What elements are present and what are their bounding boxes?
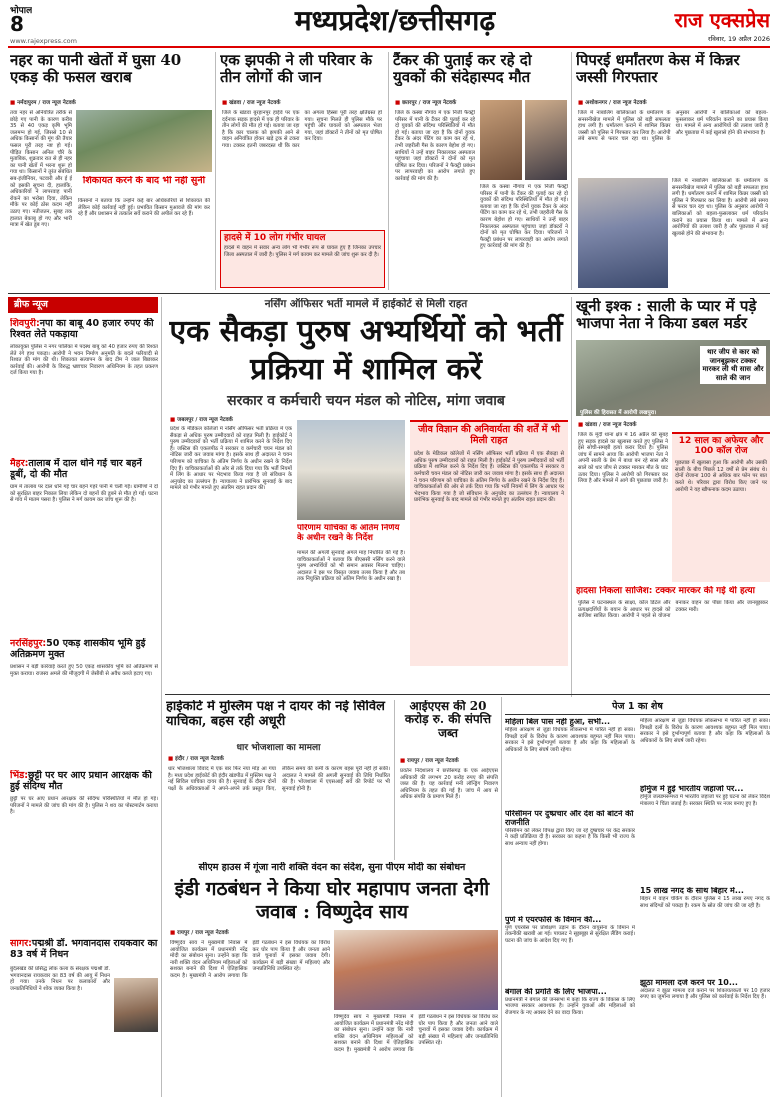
brief-4-body: छुट्टी पर घर आए प्रधान आरक्षक की संदिग्ध परिस्थितियों में मौत हो गई। परिजनों ने मामले की जांच की मांग की है। पुलिस ने शव का पोस्टमार्टम कराया है। <box>10 796 158 816</box>
story-1-headline: नहर का पानी खेतों में घुसा 40 एकड़ की फसल खराब <box>10 52 182 86</box>
brief-3-headline: नरसिंहपुर:50 एकड़ शासकीय भूमि हुई अतिक्रमण मुक्त <box>10 638 146 660</box>
page1-item-6-head: 15 लाख नगद के साथ बिहार में... <box>640 886 744 895</box>
brief-1-body: लोकायुक्त पुलिस ने नगर पालिका में पदस्थ बाबू को 40 हजार रुपए की रिश्वत लेते रंगे हाथ पकड़ा। आरोपी ने भवन निर्माण अनुमति के बदले फरियादी से रिश्वत की मांग की थी। शिकायत सत्यापन के बाद टीम ने जाल बिछाकर कार्रवाई की। आरोपी के विरुद्ध भ्रष्टाचार निवारण अधिनियम के तहत प्रकरण दर्ज किया गया है। <box>10 344 158 377</box>
story-1-callout-body: किसानों ने बताया कि उन्होंने कई बार अधिकारियों से शिकायत की लेकिन कोई कार्रवाई नहीं हुई। प्रभावित किसान मुआवजे की मांग कर रहे हैं और प्रशासन से तत्काल सर्वे कराने की अपील कर रहे हैं। <box>78 198 210 218</box>
page1-cont-body: महिला आरक्षण से जुड़ा विधेयक लोकसभा में पारित नहीं हो सका। विपक्षी दलों के विरोध के कारण आवश्यक बहुमत नहीं मिल पाया। सरकार ने इसे दुर्भाग्यपूर्ण बताया है और कहा कि महिलाओं के अधिकारों के लिए संघर्ष जारी रहेगा। <box>640 718 770 744</box>
pin-icon: ■ <box>222 100 230 106</box>
brief-2-headline: मैहर:तालाब में दाल धोने गई चार बहनें डूबीं, दो की मौत <box>10 458 142 480</box>
pin-icon: ■ <box>395 100 403 106</box>
page1-item-4-body: प्रधानमंत्री ने बंगाल की जनसभा में कहा कि राज्य के विकास के लिए भाजपा सरकार आवश्यक है। उन्होंने युवाओं और महिलाओं को रोजगार के नए अवसर देने का वादा किया। <box>505 996 635 1016</box>
issue-date: रविवार, 19 अप्रैल 2026 <box>707 35 770 43</box>
page1-item-7-head: झूठा मामला दर्ज करने पर 10... <box>640 978 738 987</box>
murder-box <box>672 432 770 582</box>
page1-item-3-head: पुणे में एयरफोर्स के विमान की... <box>505 915 602 924</box>
page1-item-1-body: महिला आरक्षण से जुड़ा विधेयक लोकसभा में पारित नहीं हो सका। विपक्षी दलों के विरोध के कारण आवश्यक बहुमत नहीं मिल पाया। सरकार ने इसे दुर्भाग्यपूर्ण बताया है और कहा कि महिलाओं के अधिकारों के लिए संघर्ष जारी रहेगा। <box>505 726 635 753</box>
pin-icon: ■ <box>578 100 586 106</box>
brief-5-body: बुंदेलखंड की प्रसिद्ध लोक कला के संरक्षक पद्मश्री डॉ. भगवानदास रायकवार का 83 वर्ष की आयु में निधन हो गया। उनके निधन पर कलाकारों और जनप्रतिनिधियों ने शोक व्यक्त किया है। <box>10 966 110 992</box>
story-2-body: जिले के खंडवा बुरहानपुर हाईवे पर एक दर्दनाक सड़क हादसे में एक ही परिवार के तीन लोगों की मौत हो गई। बताया जा रहा है कि कार चालक को झपकी आने से वाहन अनियंत्रित होकर खड़े ट्रक से टकरा गया। टक्कर इतनी जबरदस्त थी कि कार का अगला हिस्सा पूरी तरह क्षतिग्रस्त हो गया। सूचना मिलते ही पुलिस मौके पर पहुंची और घायलों को अस्पताल भेजा गया, जहां डॉक्टरों ने तीनों को मृत घोषित कर दिया। <box>222 110 382 149</box>
murder-photo-caption: पुलिस की हिरासत में आरोपी लखपुरा। <box>580 410 657 416</box>
ias-body: प्रवर्तन निदेशालय ने छत्तीसगढ़ के एक आईएएस अधिकारी की लगभग 20 करोड़ रुपए की संपत्ति जब्त की है। यह कार्रवाई मनी लॉन्ड्रिंग निवारण अधिनियम के तहत की गई है। जांच में आय से अधिक संपत्ति के प्रमाण मिले हैं। <box>400 768 498 801</box>
story-4-photo <box>578 178 668 288</box>
pin-icon: ■ <box>578 422 586 428</box>
page1-item-3-body: पुणे एयरबेस पर प्रशिक्षण उड़ान के दौरान वायुसेना के विमान में तकनीकी खराबी आ गई। पायलट ने सूझबूझ से सुरक्षित लैंडिंग कराई। घटना की जांच के आदेश दिए गए हैं। <box>505 924 635 944</box>
page1-col-right <box>640 718 770 1098</box>
story-1-callout: शिकायत करने के बाद भी नहीं सुनी <box>82 176 206 186</box>
lead-photo-caption: परिणाम याचिका के अंतिम निर्णय के अधीन रखने के निर्देश <box>297 524 400 543</box>
pin-icon: ■ <box>400 758 408 764</box>
ias-headline: आईएएस की 20 करोड़ रु. की संपत्ति जब्त <box>404 700 492 740</box>
story-4-headline: पिपरई धर्मांतरण केस में किन्नर जस्सी गिरफ्तार <box>576 52 740 86</box>
murder-box-body: पूछताछ में खुलासा हुआ कि आरोपी और उसकी साली के बीच पिछले 12 वर्षों से प्रेम संबंध थे। दोनों रोजाना 100 से अधिक बार फोन पर बात करते थे। परिवार द्वारा विरोध किए जाने पर आरोपी ने यह खौफनाक कदम उठाया। <box>675 460 767 493</box>
story-2-headline: एक झपकी ने ली परिवार के तीन लोगों की जान <box>220 52 372 86</box>
section-rule <box>8 293 770 294</box>
cm-body: विष्णुदेव साय ने मुख्यमंत्री निवास में आयोजित कार्यक्रम में प्रधानमंत्री नरेंद्र मोदी का संबोधन सुना। उन्होंने कहा कि नारी शक्ति वंदन अधिनियम महिलाओं को सशक्त बनाने की दिशा में ऐतिहासिक कदम है। मुख्यमंत्री ने आरोप लगाया कि इंडी गठबंधन ने इस विधेयक का विरोध कर घोर पाप किया है और जनता आने वाले चुनावों में इसका जवाब देगी। कार्यक्रम में बड़ी संख्या में महिलाएं और जनप्रतिनिधि उपस्थित रहे। <box>170 940 330 979</box>
page1-item-7-body: अदालत ने झूठा मामला दर्ज कराने पर शिकायतकर्ता पर 10 हजार रुपए का जुर्माना लगाया है और पुलिस को कार्रवाई के निर्देश दिए हैं। <box>640 987 770 1001</box>
story-1-byline: ■ नर्मदापुरम / राज न्यूज नेटवर्क <box>10 100 76 106</box>
murder-overlay: थार जीप से कार को जानबूझकर टक्कर मारकर ली थी सास और साले की जान <box>700 346 766 384</box>
lead-side-box <box>410 420 568 666</box>
pin-icon: ■ <box>170 930 178 936</box>
murder-byline: ■ खंडवा / राज न्यूज नेटवर्क <box>578 422 637 428</box>
page1-item-2-body: परिसीमन को लेकर विपक्ष द्वारा किए जा रहे दुष्प्रचार पर केंद्र सरकार ने कड़ी प्रतिक्रिया दी है। सरकार का कहना है कि किसी भी राज्य के साथ अन्याय नहीं होगा। <box>505 827 635 848</box>
story-2-box <box>220 230 385 288</box>
brief-5-headline: सागर:पद्मश्री डॉ. भगवानदास रायकवार का 83 वर्ष में निधन <box>10 938 158 960</box>
page1-item-6-body: बिहार में वाहन चेकिंग के दौरान पुलिस ने 15 लाख रुपए नगद के साथ संदिग्धों को पकड़ा है। रकम के स्रोत की जांच की जा रही है। <box>640 895 770 909</box>
murder-box-title: 12 साल का अफेयर और 100 कॉल रोज <box>678 436 764 457</box>
story-2-byline: ■ खंडवा / राज न्यूज नेटवर्क <box>222 100 281 106</box>
story-3-byline: ■ छतरपुर / राज न्यूज नेटवर्क <box>395 100 457 106</box>
site-url: www.rajexpress.com <box>10 37 77 45</box>
obituary-photo <box>114 978 158 1032</box>
accident-headline: हादसा निकला साजिश: टक्कर मारकर की गई थी हत्या <box>576 586 755 596</box>
hc-byline: ■ इंदौर / राज न्यूज नेटवर्क <box>168 756 224 762</box>
story-3-headline: टैंकर की पुताई कर रहे दो युवकों की संदेहास्पद मौत <box>393 52 532 86</box>
cm-headline: इंडी गठबंधन ने किया घोर महापाप जनता देगी जवाब : विष्णुदेव साय <box>174 878 490 923</box>
city-label: भोपाल <box>10 6 33 16</box>
page1-col-left <box>505 718 635 1098</box>
cm-kicker: सीएम हाउस में गूंजा नारी शक्ति वंदन का संदेश, सुना पीएम मोदी का संबोधन <box>198 862 466 873</box>
page1-label: पेज 1 का शेष <box>505 700 770 715</box>
cm-photo <box>334 930 498 1010</box>
page1-item-5-head: होर्मुज में हुई भारतीय जहाजों पर... <box>640 785 744 793</box>
story-3-photo-1 <box>480 100 522 180</box>
section-rule <box>165 694 770 695</box>
col-rule <box>215 52 216 290</box>
section-title: मध्यप्रदेश/छत्तीसगढ़ <box>294 4 496 37</box>
hc-body: धार भोजशाला विवाद में एक बार फिर नया मोड़ आ गया है। मध्य प्रदेश हाईकोर्ट की इंदौर खंडपीठ में मुस्लिम पक्ष ने नई सिविल याचिका दायर की है। सुनवाई के दौरान दोनों पक्षों के अधिवक्ताओं ने अपने-अपने तर्क प्रस्तुत किए, लेकिन समय की कमी के कारण बहस पूरी नहीं हो सकी। अदालत ने मामले की अगली सुनवाई की तिथि निर्धारित की है। भोजशाला में एएसआई सर्वे की रिपोर्ट पर भी सुनवाई होनी है। <box>168 766 390 792</box>
page1-item-5-body: होर्मुज जलडमरूमध्य में भारतीय जहाजों पर हुई घटना को लेकर विदेश मंत्रालय ने चिंता जताई है। सरकार स्थिति पर नजर बनाए हुए है। <box>640 793 770 807</box>
pin-icon: ■ <box>168 756 176 762</box>
paper-name: राज एक्सप्रेस <box>674 8 770 32</box>
story-1-photo <box>76 110 212 172</box>
pin-icon: ■ <box>170 417 178 423</box>
page1-item-4-head: बंगाल की प्रगति के लिए भाजपा... <box>505 987 607 996</box>
story-2-box-title: हादसे में 10 लोग गंभीर घायल <box>224 233 326 243</box>
sidebar-rule <box>161 297 162 1097</box>
col-rule <box>571 52 572 290</box>
lead-headline: एक सैकड़ा पुरुष अभ्यर्थियों को भर्ती प्रक्रिया में शामिल करें <box>169 314 563 387</box>
lead-side-box-body: प्रदेश के मेडिकल कॉलेजों में नर्सिंग ऑफिसर भर्ती प्रक्रिया में एक सैकड़ा से अधिक पुरुष उम्मीदवारों को राहत मिली है। हाईकोर्ट ने पुरुष उम्मीदवारों को भर्ती प्रक्रिया में शामिल करने के निर्देश दिए हैं। जस्टिस की एकलपीठ ने सरकार व कर्मचारी चयन मंडल को नोटिस जारी कर जवाब मांगा है। इसके साथ ही अदालत ने चयन परिणाम को याचिका के अंतिम निर्णय के अधीन रखने के निर्देश दिए हैं। याचिकाकर्ताओं की ओर से तर्क दिया गया कि भर्ती नियमों में लिंग के आधार पर भेदभाव किया गया है जो संविधान के अनुच्छेद का उल्लंघन है। न्यायालय ने प्रारंभिक सुनवाई के बाद मामले को गंभीर मानते हुए अंतरिम राहत प्रदान की। <box>414 451 564 504</box>
lead-rule <box>571 297 572 697</box>
lead-deck: सरकार व कर्मचारी चयन मंडल को नोटिस, मांगा जवाब <box>227 393 505 409</box>
pin-icon: ■ <box>10 100 18 106</box>
brief-3-body: प्रशासन ने बड़ी कार्रवाई करते हुए 50 एकड़ शासकीय भूमि को अतिक्रमण से मुक्त कराया। राजस्व अमले की मौजूदगी में जेसीबी से अवैध कब्जे हटाए गए। <box>10 664 158 677</box>
story-4-byline: ■ अशोकनगर / राज न्यूज नेटवर्क <box>578 100 647 106</box>
cm-body-cont: विष्णुदेव साय ने मुख्यमंत्री निवास में आयोजित कार्यक्रम में प्रधानमंत्री नरेंद्र मोदी का संबोधन सुना। उन्होंने कहा कि नारी शक्ति वंदन अधिनियम महिलाओं को सशक्त बनाने की दिशा में ऐतिहासिक कदम है। मुख्यमंत्री ने आरोप लगाया कि इंडी गठबंधन ने इस विधेयक का विरोध कर घोर पाप किया है और जनता आने वाले चुनावों में इसका जवाब देगी। कार्यक्रम में बड़ी संख्या में महिलाएं और जनप्रतिनिधि उपस्थित रहे। <box>334 1014 498 1053</box>
murder-headline: खूनी इश्क : साली के प्यार में पड़े भाजपा नेता ने किया डबल मर्डर <box>576 298 757 332</box>
brief-1-headline: शिवपुरी:नपा का बाबू 40 हजार रुपए की रिश्वत लेते पकड़ाया <box>10 318 154 340</box>
lead-kicker: नर्सिंग ऑफिसर भर्ती मामले में हाईकोर्ट से मिली राहत <box>264 298 468 310</box>
page1-item-2-head: परिसीमन पर दुष्प्रचार और देश को बांटने की राजनीति <box>505 809 634 827</box>
story-4-body-cont: जिले में नाबालिग बालिकाओं के धर्मांतरण के सनसनीखेज मामले में पुलिस को बड़ी सफलता हाथ लगी है। धर्मांतरण कराने में शामिल किन्नर जस्सी को पुलिस ने गिरफ्तार कर लिया है। आरोपी लंबे समय से फरार चल रहा था। पुलिस के अनुसार आरोपी ने बालिकाओं को बहला-फुसलाकर धर्म परिवर्तन कराने का प्रयास किया था। मामले में अन्य आरोपियों की तलाश जारी है और पूछताछ में कई खुलासे होने की संभावना है। <box>672 178 768 237</box>
story-3-body-cont: जिले के कस्बा नौगांव में एक निजी फैक्ट्री परिसर में पानी के टैंकर की पुताई कर रहे दो युवकों की संदिग्ध परिस्थितियों में मौत हो गई। बताया जा रहा है कि दोनों युवक टैंकर के अंदर पेंटिंग का काम कर रहे थे, तभी जहरीली गैस के कारण बेहोश हो गए। साथियों ने उन्हें बाहर निकालकर अस्पताल पहुंचाया जहां डॉक्टरों ने दोनों को मृत घोषित कर दिया। परिजनों ने फैक्ट्री प्रबंधन पर लापरवाही का आरोप लगाते हुए कार्रवाई की मांग की है। <box>480 184 568 250</box>
brief-news-label: ब्रीफ न्यूज <box>8 297 158 313</box>
page1-item-1-head: महिला बिल पास नहीं हुआ, सभी... <box>505 718 611 726</box>
story-4-body: जिले में नाबालिग बालिकाओं के धर्मांतरण के सनसनीखेज मामले में पुलिस को बड़ी सफलता हाथ लगी है। धर्मांतरण कराने में शामिल किन्नर जस्सी को पुलिस ने गिरफ्तार कर लिया है। आरोपी लंबे समय से फरार चल रहा था। पुलिस के अनुसार आरोपी ने बालिकाओं को बहला-फुसलाकर धर्म परिवर्तन कराने का प्रयास किया था। मामले में अन्य आरोपियों की तलाश जारी है और पूछताछ में कई खुलासे होने की संभावना है। <box>578 110 768 143</box>
hc-subhead: धार भोजशाला का मामला <box>236 743 321 753</box>
cm-byline: ■ रायपुर / राज न्यूज नेटवर्क <box>170 930 229 936</box>
col-rule <box>394 700 395 860</box>
story-1-body: तवा नहर से अनियंत्रित तरीके से छोड़े गए पानी के कारण करीब 35 से 40 एकड़ कृषि भूमि जलमग्न हो गई, जिससे 10 से अधिक किसानों की मूंग की तैयार फसल पूरी तरह नष्ट हो गई। पीड़ित किसान अनिल चौरे के मुताबिक, शुक्रवार रात से ही नहर का पानी खेतों में भरना शुरू हो गया था। किसानों ने तुरंत संबंधित सब-इंजीनियर, पटवारी और ई ई को इसकी सूचना दी, हालांकि, अधिकारियों ने लापरवाह पानी रोकने का भरोसा दिया, लेकिन मौके पर कोई ठोस कदम नहीं उठाए गए। नतीजतन, सुबह तक हालात बेकाबू हो गए और भारी मात्रा में खेत डूब गए। <box>10 110 72 229</box>
page-number: 8 <box>10 13 24 35</box>
murder-body: जिले के मूंदी थाना क्षेत्र में 16 अप्रैल की सुबह हुए सड़क हादसे का खुलासा करते हुए पुलिस ने इसे सोची-समझी हत्या करार दिया है। पुलिस जांच में सामने आया कि आरोपी भाजपा नेता ने अपनी साली के प्रेम में बाधा बन रहे सास और साले को थार जीप से टक्कर मारकर मौत के घाट उतार दिया। पुलिस ने आरोपी को गिरफ्तार कर लिया है और मामले में आगे की पूछताछ जारी है। <box>578 432 668 485</box>
col-rule <box>388 52 389 290</box>
story-3-body: जिले के कस्बा नौगांव में एक निजी फैक्ट्री परिसर में पानी के टैंकर की पुताई कर रहे दो युवकों की संदिग्ध परिस्थितियों में मौत हो गई। बताया जा रहा है कि दोनों युवक टैंकर के अंदर पेंटिंग का काम कर रहे थे, तभी जहरीली गैस के कारण बेहोश हो गए। साथियों ने उन्हें बाहर निकालकर अस्पताल पहुंचाया जहां डॉक्टरों ने दोनों को मृत घोषित कर दिया। परिजनों ने फैक्ट्री प्रबंधन पर लापरवाही का आरोप लगाते हुए कार्रवाई की मांग की है। <box>395 110 475 182</box>
lead-side-box-title: जीव विज्ञान की अनिवार्यता की शर्तें में भी मिली राहत <box>418 424 560 446</box>
brief-2-body: ग्राम में तालाब पर दाल धोने गई चार बहनें गहरे पानी में चली गईं। ग्रामीणों ने दो को सुरक्षित बाहर निकाल लिया लेकिन दो बहनों की डूबने से मौत हो गई। घटना से गांव में मातम पसरा है। पुलिस ने मर्ग कायम कर जांच शुरू की है। <box>10 484 158 504</box>
lead-photo <box>297 420 405 520</box>
story-3-photo-2 <box>525 100 567 180</box>
lead-body: प्रदेश के मेडिकल कॉलेजों में नर्सिंग ऑफिसर भर्ती प्रक्रिया में एक सैकड़ा से अधिक पुरुष उम्मीदवारों को राहत मिली है। हाईकोर्ट ने पुरुष उम्मीदवारों को भर्ती प्रक्रिया में शामिल करने के निर्देश दिए हैं। जस्टिस की एकलपीठ ने सरकार व कर्मचारी चयन मंडल को नोटिस जारी कर जवाब मांगा है। इसके साथ ही अदालत ने चयन परिणाम को याचिका के अंतिम निर्णय के अधीन रखने के निर्देश दिए हैं। याचिकाकर्ताओं की ओर से तर्क दिया गया कि भर्ती नियमों में लिंग के आधार पर भेदभाव किया गया है जो संविधान के अनुच्छेद का उल्लंघन है। न्यायालय ने प्रारंभिक सुनवाई के बाद मामले को गंभीर मानते हुए अंतरिम राहत प्रदान की। <box>170 426 292 492</box>
ias-byline: ■ रायपुर / राज न्यूज नेटवर्क <box>400 758 459 764</box>
masthead-rule <box>8 46 770 48</box>
story-2-box-body: हादसे में वाहन में सवार अन्य लोग भी गंभीर रूप से घायल हुए हैं जिनका उपचार जिला अस्पताल में जारी है। पुलिस ने मर्ग कायम कर मामले की जांच शुरू कर दी है। <box>224 245 381 258</box>
brief-4-headline: भिंड:छुट्टी पर घर आए प्रधान आरक्षक की हुई संदिग्ध मौत <box>10 770 152 792</box>
lead-byline: ■ जबलपुर / राज न्यूज नेटवर्क <box>170 417 233 423</box>
accident-body: पुलिस ने घटनास्थल के साक्ष्य, कॉल डिटेल और प्रत्यक्षदर्शियों के बयान के आधार पर हादसे को साजिश साबित किया। आरोपी ने पहले से योजना बनाकर वाहन का पीछा किया और जानबूझकर टक्कर मारी। <box>578 600 768 620</box>
lead-body-2: मामले की अगली सुनवाई अगले माह निर्धारित की गई है। याचिकाकर्ताओं ने बताया कि बीएससी नर्सिंग करने वाले पुरुष अभ्यर्थियों को भी समान अवसर मिलना चाहिए। अदालत ने इस पर विस्तृत जवाब तलब किया है और तब तक नियुक्ति प्रक्रिया को अंतिम निर्णय के अधीन रखा है। <box>297 550 405 583</box>
hc-headline: हाईकोर्ट में मुस्लिम पक्ष ने दायर की नई सिविल याचिका, बहस रही अधूरी <box>166 700 385 729</box>
col-rule <box>501 697 502 1097</box>
